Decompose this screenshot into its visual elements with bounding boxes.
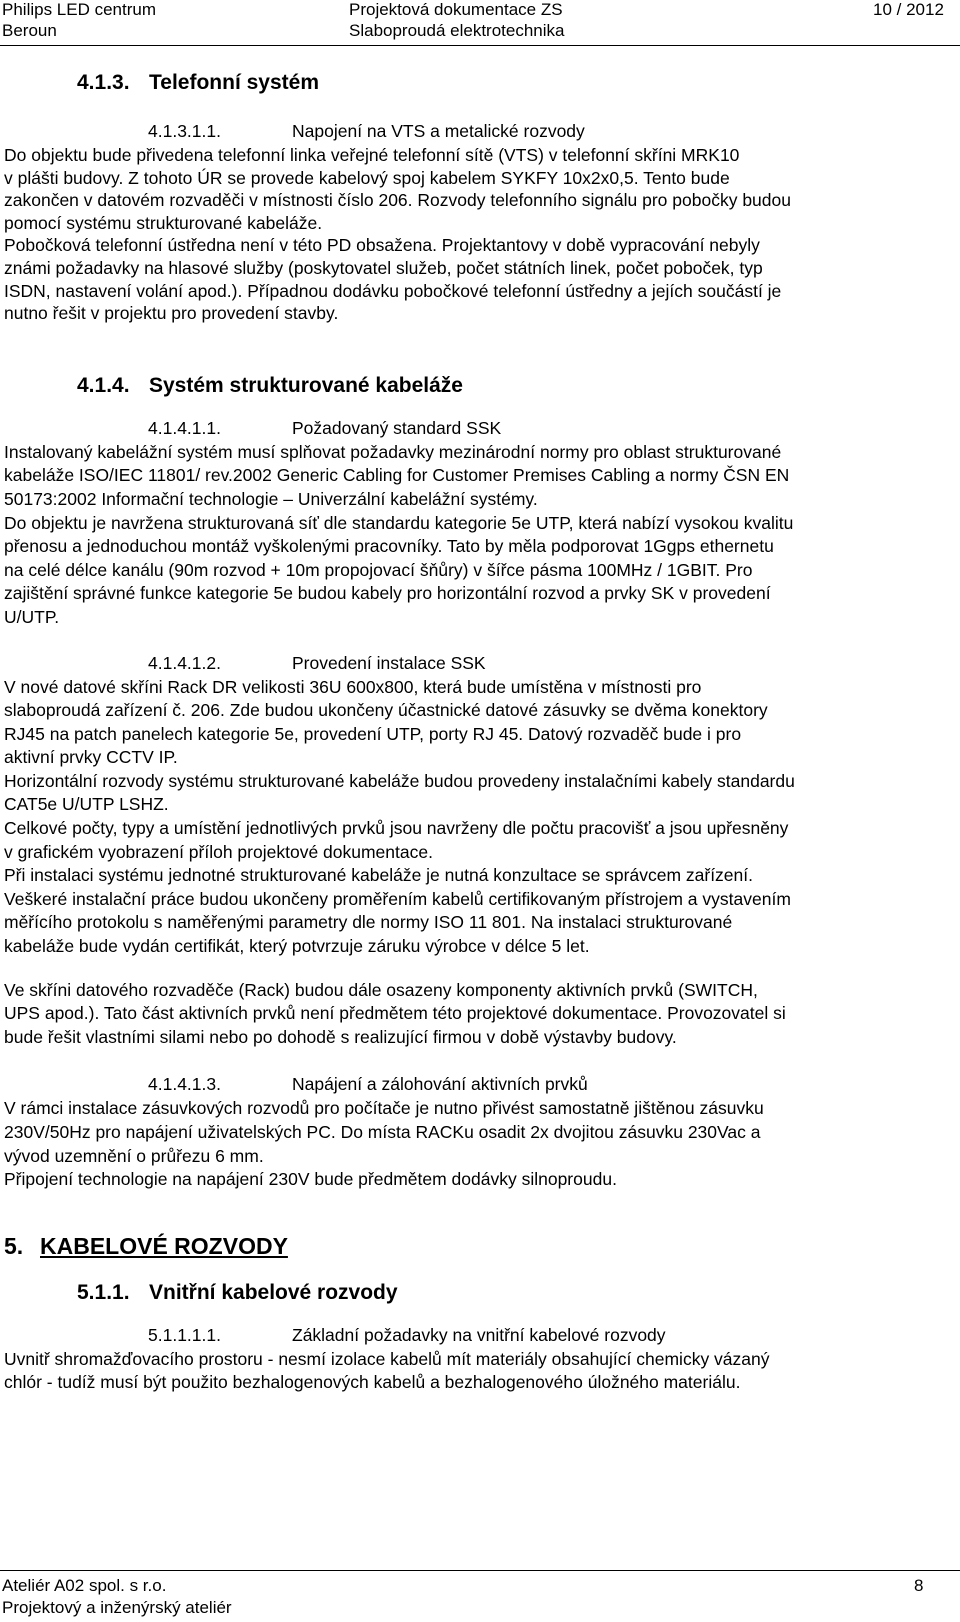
text-line: V nové datové skříni Rack DR velikosti 36U 600x800, která bude umístěna v místnosti pro	[4, 676, 702, 697]
page-number: 8	[914, 1576, 924, 1595]
heading-number: 4.1.4.1.3.	[148, 1074, 221, 1095]
text-line: zakončen v datovém rozvaděči v místnosti číslo 206. Rozvody telefonního signálu pro pobočky budou	[4, 190, 791, 211]
heading-5-1-1-1-1	[148, 1322, 949, 1348]
footer-company-description: Projektový a inženýrský ateliér	[2, 1598, 232, 1617]
heading-number: 5.1.1.	[77, 1280, 130, 1304]
text-line: slaboproudá zařízení č. 206. Zde budou ukončeny účastnické datové zásuvky se dvěma konektory	[4, 700, 768, 721]
heading-number: 5.1.1.1.1.	[148, 1324, 221, 1345]
heading-4-1-4-1-2	[148, 650, 949, 676]
text-line: RJ45 na patch panelech kategorie 5e, provedení UTP, porty RJ 45. Datový rozvaděč bude i pro	[4, 723, 742, 744]
heading-title: Napájení a zálohování aktivních prvků	[292, 1074, 588, 1095]
heading-title: Vnitřní kabelové rozvody	[149, 1280, 398, 1304]
text-line: nutno řešit v projektu pro provedení stavby.	[4, 303, 339, 324]
heading-4-1-4-1-1	[148, 415, 949, 441]
text-line: Uvnitř shromažďovacího prostoru - nesmí izolace kabelů mít materiály obsahující chemicky vázaný	[4, 1348, 770, 1369]
heading-number: 4.1.4.	[77, 373, 130, 397]
text-line: Pobočková telefonní ústředna není v této PD obsažena. Projektantovy v době vypracování nebyly	[4, 235, 760, 256]
header-document-type: Projektová dokumentace ZS	[349, 0, 563, 19]
text-line: CAT5e U/UTP LSHZ.	[4, 794, 169, 815]
heading-title: Požadovaný standard SSK	[292, 417, 502, 438]
heading-number: 4.1.3.	[77, 71, 130, 94]
text-line: zajištění správné funkce kategorie 5e budou kabely pro horizontální rozvod a prvky SK v provedení	[4, 583, 771, 604]
text-line: aktivní prvky CCTV IP.	[4, 747, 178, 768]
text-line: pomocí systému strukturované kabeláže.	[4, 212, 323, 233]
text-line: ISDN, nastavení volání apod.). Případnou dodávku pobočkové telefonní ústředny a jejích součástí je	[4, 280, 782, 301]
heading-5	[4, 1226, 949, 1266]
text-line: přenosu a jednoduchou montáž vyškolenými pracovníky. Tato by měla podporovat 1Ggps ethernetu	[4, 536, 774, 557]
header-location: Beroun	[2, 21, 57, 40]
heading-number: 5.	[4, 1232, 24, 1259]
heading-title: KABELOVÉ ROZVODY	[40, 1232, 288, 1259]
heading-title: Základní požadavky na vnitřní kabelové rozvody	[292, 1324, 666, 1345]
text-line: Při instalaci systému jednotné strukturované kabeláže je nutná konzultace se správcem zařízení.	[4, 865, 753, 886]
text-line: bude řešit vlastními silami nebo po dohodě s realizující firmou v době výstavby budovy.	[4, 1026, 677, 1047]
heading-4-1-3-1-1	[148, 118, 949, 144]
heading-number: 4.1.4.1.1.	[148, 417, 221, 438]
text-line: na celé délce kanálu (90m rozvod + 10m propojovací šňůry) v šířce pásma 100MHz / 1GBIT. Pro	[4, 559, 753, 580]
paragraph-rack	[4, 979, 949, 1050]
text-line: kabeláže ISO/IEC 11801/ rev.2002 Generic Cabling for Customer Premises Cabling a normy ČSN EN	[4, 465, 790, 486]
text-line: Do objektu bude přivedena telefonní linka veřejné telefonní sítě (VTS) v telefonní skříni MRK10	[4, 145, 740, 165]
page-header	[0, 0, 960, 44]
header-date: 10 / 2012	[873, 0, 944, 19]
text-line: kabeláže bude vydán certifikát, který potvrzuje záruku výrobce v délce 5 let.	[4, 936, 590, 957]
heading-title: Systém strukturované kabeláže	[149, 373, 463, 397]
paragraph-telefon	[4, 144, 949, 325]
text-line: Instalovaný kabelážní systém musí splňovat požadavky mezinárodní normy pro oblast strukturované	[4, 441, 782, 462]
text-line: známi požadavky na hlasové služby (poskytovatel služeb, počet státních linek, počet poboček, typ	[4, 257, 763, 278]
header-document-subtitle: Slaboproudá elektrotechnika	[349, 21, 565, 40]
text-line: Veškeré instalační práce budou ukončeny proměřením kabelů certifikovaným přístrojem a vystavením	[4, 888, 791, 909]
header-divider	[0, 45, 960, 46]
heading-title: Telefonní systém	[149, 71, 319, 94]
heading-4-1-4	[77, 369, 949, 403]
page-footer	[0, 1574, 960, 1622]
heading-title: Napojení na VTS a metalické rozvody	[292, 121, 585, 141]
text-line: 230V/50Hz pro napájení uživatelských PC. Do místa RACKu osadit 2x dvojitou zásuvku 230Vac a	[4, 1122, 761, 1142]
heading-4-1-4-1-3	[148, 1071, 949, 1097]
text-line: 50173:2002 Informační technologie – Univerzální kabelážní systémy.	[4, 488, 538, 509]
paragraph-napajeni	[4, 1097, 949, 1191]
text-line: Do objektu je navržena strukturovaná síť dle standardu kategorie 5e UTP, která nabízí vysokou kvalitu	[4, 512, 794, 533]
text-line: Připojení technologie na napájení 230V bude předmětem dodávky silnoproudu.	[4, 1169, 617, 1190]
heading-4-1-3	[77, 66, 949, 100]
header-company: Philips LED centrum	[2, 0, 157, 19]
text-line: chlór - tudíž musí být použito bezhalogenových kabelů a bezhalogenového úložného materiálu.	[4, 1372, 741, 1393]
heading-number: 4.1.3.1.1.	[148, 121, 221, 141]
text-line: v grafickém vyobrazení příloh projektové dokumentace.	[4, 841, 433, 862]
text-line: Ve skříni datového rozvaděče (Rack) budou dále osazeny komponenty aktivních prvků (SWITCH,	[4, 979, 758, 1000]
text-line: Celkové počty, typy a umístění jednotlivých prvků jsou navrženy dle počtu pracovišť a jsou upřesněny	[4, 818, 789, 839]
text-line: vývod uzemnění o průřezu 6 mm.	[4, 1145, 264, 1166]
paragraph-ssk-instalace	[4, 676, 949, 959]
footer-divider	[0, 1570, 960, 1571]
text-line: měřícího protokolu s naměřenými parametry dle normy ISO 11 801. Na instalaci strukturované	[4, 912, 733, 933]
paragraph-ssk-standard	[4, 441, 949, 630]
heading-number: 4.1.4.1.2.	[148, 652, 221, 673]
heading-5-1-1	[77, 1276, 949, 1310]
text-line: Horizontální rozvody systému strukturované kabeláže budou provedeny instalačními kabely standardu	[4, 770, 795, 791]
document-body	[4, 66, 949, 1395]
paragraph-kabely	[4, 1348, 949, 1395]
text-line: U/UTP.	[4, 606, 60, 627]
text-line: v plášti budovy. Z tohoto ÚR se provede kabelový spoj kabelem SYKFY 10x2x0,5. Tento bude	[4, 167, 730, 188]
heading-title: Provedení instalace SSK	[292, 652, 486, 673]
footer-company: Ateliér A02 spol. s r.o.	[2, 1576, 167, 1595]
text-line: V rámci instalace zásuvkových rozvodů pro počítače je nutno přivést samostatně jištěnou zásuvku	[4, 1098, 764, 1119]
text-line: UPS apod.). Tato část aktivních prvků není předmětem této projektové dokumentace. Provozovatel si	[4, 1003, 786, 1024]
